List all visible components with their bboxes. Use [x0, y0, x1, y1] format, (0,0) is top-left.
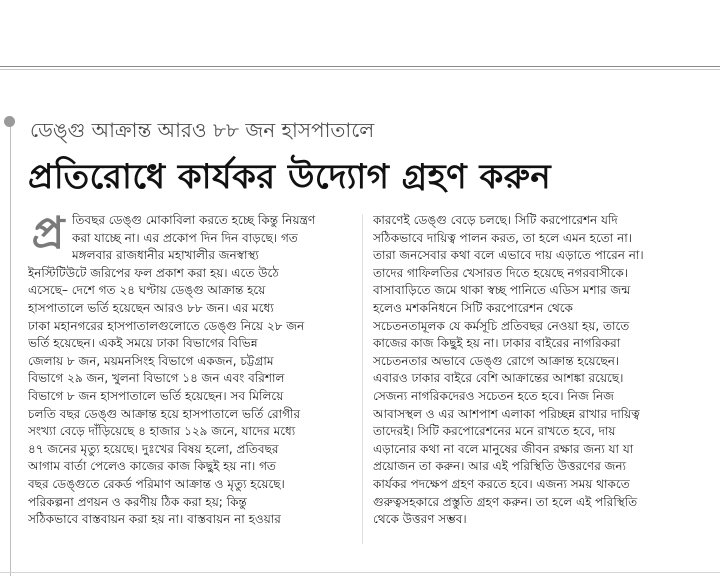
body-line: হাসপাতালে ভর্তি হয়েছেন আরও ৮৮ জন। এর মধ্যে	[28, 300, 274, 315]
body-line: বিভাগে ২৯ জন, খুলনা বিভাগে ১৪ জন এবং বরিশাল	[28, 371, 285, 386]
body-line: কারণেই ডেঙ্গু বেড়ে চলছে। সিটি করপোরেশন যদি	[373, 213, 618, 227]
page-bottom-rule	[0, 572, 720, 573]
body-line: ৪৭ জনের মৃত্যু হয়েছে। দুঃখের বিষয় হলো, প্রতিবছর	[28, 441, 279, 456]
body-line: করা যাচ্ছে না। এর প্রকোপ দিন দিন বাড়ছে। গত	[72, 230, 298, 245]
body-line: প্রয়োজন তা করুন। আর এই পরিস্থিতি উত্তরণের জন্য	[373, 459, 627, 474]
body-line: ইনস্টিটিউটে জরিপের ফল প্রকাশ করা হয়। এতে উঠে	[28, 265, 279, 280]
body-line: তিবছর ডেঙ্গু মোকাবিলা করতে হচ্ছে কিন্তু নিয়ন্ত্রণ	[72, 213, 316, 227]
article-column-right	[373, 212, 703, 529]
body-line: হলেও মশকনিধনে সিটি করপোরেশন থেকে	[373, 300, 573, 315]
body-line: কার্যকর পদক্ষেপ গ্রহণ করতে হবে। এজন্য সময় থাকতে	[373, 476, 630, 491]
body-line: বাসাবাড়িতে জমে থাকা স্বচ্ছ পানিতে এডিস মশার জন্ম	[373, 283, 631, 298]
body-line: তারা জনসেবার কথা বলে এভাবে দায় এড়াতে পারেন না।	[373, 248, 644, 263]
body-line: চলতি বছর ডেঙ্গু আক্রান্ত হয়ে হাসপাতালে ভর্তি রোগীর	[28, 406, 301, 421]
body-line: থেকে উত্তরণ সম্ভব।	[373, 512, 467, 527]
body-line: এড়ানোর কথা না বলে মানুষের জীবন রক্ষার জন্য যা যা	[373, 441, 634, 456]
article-left-border	[10, 116, 11, 576]
body-line: মঙ্গলবার রাজধানীর মহাখালীর জনস্বাস্থ্য	[72, 248, 259, 263]
body-line: আগাম বার্তা পেলেও কাজের কাজ কিছুই হয় না। গত	[28, 459, 276, 474]
body-line: বছর ডেঙ্গুতে রেকর্ড পরিমাণ আক্রান্ত ও মৃত্যু হয়েছে।	[28, 476, 285, 491]
body-line: ভর্তি হয়েছেন। একই সময়ে ঢাকা বিভাগের বিভিন্ন	[28, 336, 258, 351]
body-line: এবারও ঢাকার বাইরে বেশি আক্রান্তের আশঙ্কা রয়েছে।	[373, 371, 624, 386]
body-line: ঢাকা মহানগরের হাসপাতালগুলোতে ডেঙ্গু নিয়ে ২৮ জন	[28, 318, 305, 333]
body-line: সচেতনতার অভাবে ডেঙ্গু রোগে আক্রান্ত হয়েছেন।	[373, 353, 620, 368]
drop-cap: প্র	[31, 208, 65, 259]
editorial-article	[0, 72, 720, 580]
bullet-dot-icon	[4, 116, 15, 127]
body-line: আবাসস্থল ও এর আশপাশ এলাকা পরিচ্ছন্ন রাখার দায়িত্ব	[373, 406, 640, 421]
body-line: গুরুত্বসহকারে প্রস্তুতি গ্রহণ করুন। তা হলে এই পরিস্থিতি	[373, 494, 638, 509]
column-divider	[362, 214, 363, 544]
body-line: তাদেরই। সিটি করপোরেশনের মনে রাখতে হবে, দায়	[373, 424, 616, 439]
body-line: জেলায় ৮ জন, ময়মনসিংহ বিভাগে একজন, চট্টগ্রাম	[28, 353, 274, 368]
article-kicker: ডেঙ্গু আক্রান্ত আরও ৮৮ জন হাসপাতালে	[30, 118, 375, 142]
body-line: সঠিকভাবে দায়িত্ব পালন করত, তা হলে এমন হতো না।	[373, 230, 633, 245]
body-line: সঠিকভাবে বাস্তবায়ন করা হয় না। বাস্তবায়ন না হওয়ার	[28, 512, 281, 527]
article-headline: প্রতিরোধে কার্যকর উদ্যোগ গ্রহণ করুন	[28, 157, 552, 197]
body-line: পরিকল্পনা প্রণয়ন ও করণীয় ঠিক করা হয়; কিন্তু	[28, 494, 247, 509]
body-line: তাদের গাফিলতির খেসারত দিতে হয়েছে নগরবাসীকে।	[373, 265, 629, 280]
body-line: সেজন্য নাগরিকদেরও সচেতন হতে হবে। নিজ নিজ	[373, 388, 614, 403]
top-margin	[0, 0, 720, 66]
body-line: এসেছে– দেশে গত ২৪ ঘণ্টায় ডেঙ্গু আক্রান্ত হয়ে	[28, 283, 266, 298]
page-top-rule-secondary	[0, 69, 720, 70]
body-line: সচেতনতামূলক যে কর্মসূচি প্রতিবছর নেওয়া হয়, তাতে	[373, 318, 630, 333]
article-column-left	[28, 208, 354, 529]
body-line: কাজের কাজ কিছুই হয় না। ঢাকার বাইরের নাগরিকরা	[373, 336, 621, 351]
body-line: বিভাগে ৮ জন হাসপাতালে ভর্তি হয়েছেন। সব মিলিয়ে	[28, 388, 284, 403]
body-line: সংখ্যা বেড়ে দাঁড়িয়েছে ৪ হাজার ১২৯ জনে, যাদের মধ্যে	[28, 424, 296, 439]
page-top-rule	[0, 66, 720, 67]
